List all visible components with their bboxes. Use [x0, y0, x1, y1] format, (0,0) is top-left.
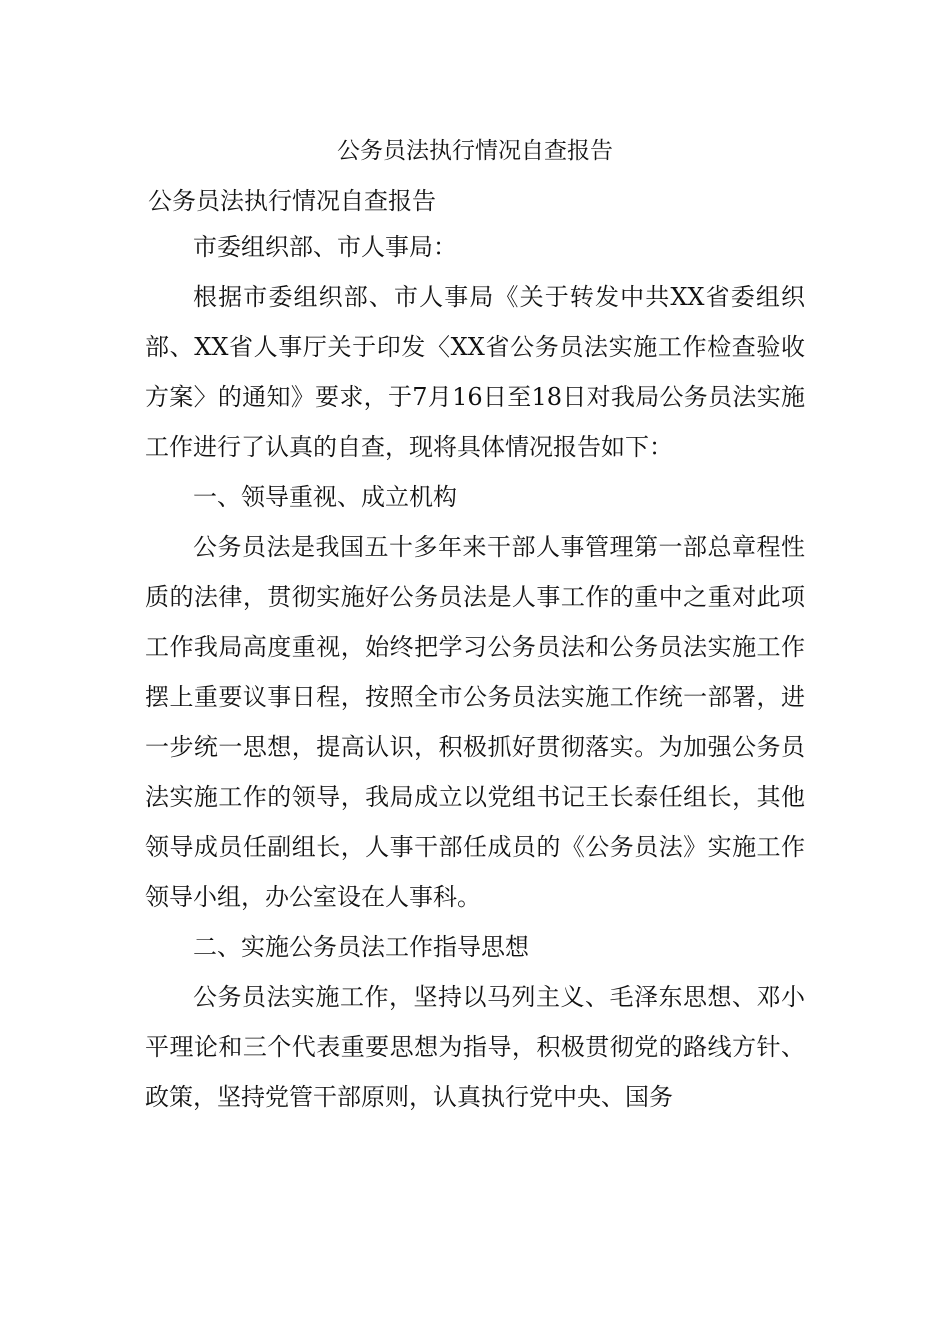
- section-heading-2: 二、实施公务员法工作指导思想: [193, 933, 529, 961]
- section-heading-1: 一、领导重视、成立机构: [193, 483, 457, 511]
- paragraph-section-1: 公务员法是我国五十多年来干部人事管理第一部总章程性质的法律，贯彻实施好公务员法是人事工作的重中之重对此项工作我局高度重视，始终把学习公务员法和公务员法实施工作摆上重要议事日程，按照全市公务员法实施工作统一部署，进一步统一思想，提高认识，积极抓好贯彻落实。为加强公务员法实施工作的领导，我局成立以党组书记王长泰任组长，其他领导成员任副组长，人事干部任成员的《公务员法》实施工作领导小组，办公室设在人事科。: [145, 533, 805, 911]
- paragraph-section-2: 公务员法实施工作，坚持以马列主义、毛泽东思想、邓小平理论和三个代表重要思想为指导，积极贯彻党的路线方针、政策，坚持党管干部原则，认真执行党中央、国务: [145, 983, 805, 1111]
- document-subtitle: 公务员法执行情况自查报告: [148, 187, 436, 215]
- document-body: [145, 222, 805, 1122]
- paragraph-intro: 根据市委组织部、市人事局《关于转发中共XX省委组织部、XX省人事厅关于印发〈XX省公务员法实施工作检查验收方案〉的通知》要求，于7月16日至18日对我局公务员法实施工作进行了认真的自查，现将具体情况报告如下：: [145, 283, 805, 461]
- salutation: 市委组织部、市人事局：: [193, 233, 457, 261]
- document-title: 公务员法执行情况自查报告: [337, 138, 613, 164]
